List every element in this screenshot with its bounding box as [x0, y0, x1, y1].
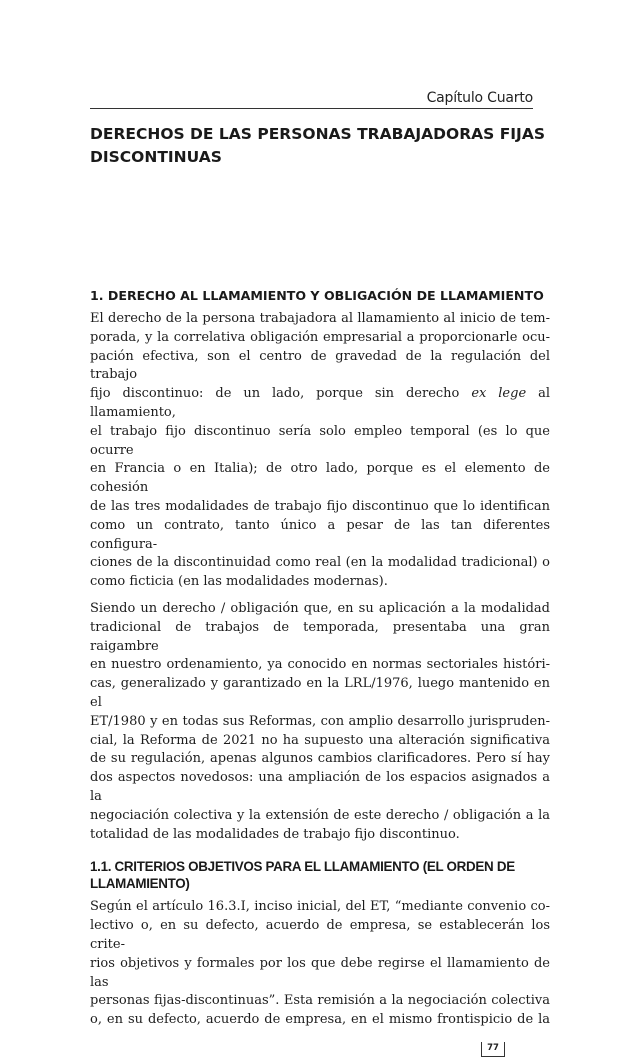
text-line: totalidad de las modalidades de trabajo fijo discontinuo. [90, 826, 460, 842]
running-head-text: Capítulo Cuarto [426, 90, 533, 106]
text-line: personas fijas-discontinuas”. Esta remisión a la negociación colectiva [90, 993, 550, 1009]
paragraph-3 [90, 898, 550, 1030]
text-line: de su regulación, apenas algunos cambios clarificadores. Pero sí hay [90, 751, 550, 767]
text-line: porada, y la correlativa obligación empresarial a proporcionarle ocu- [90, 329, 550, 345]
text-line: cial, la Reforma de 2021 no ha supuesto una alteración significativa [90, 732, 550, 748]
text-line: lectivo o, en su defecto, acuerdo de empresa, se establecerán los crite- [90, 918, 550, 952]
section-heading-1-1: 1.1. CRITERIOS OBJETIVOS PARA EL LLAMAMIENTO (EL ORDEN DE LLAMAMIENTO) [90, 859, 515, 892]
text-line: de las tres modalidades de trabajo fijo discontinuo que lo identifican [90, 498, 550, 514]
paragraph-1 [90, 310, 550, 592]
text-run: al llamamiento, [90, 386, 551, 420]
text-line: en nuestro ordenamiento, ya conocido en normas sectoriales históri- [90, 657, 550, 673]
text-line: dos aspectos novedosos: una ampliación de los espacios asignados a la [90, 770, 550, 804]
text-run: fijo discontinuo: de un lado, porque sin derecho [90, 386, 472, 402]
chapter-title-line: DERECHOS DE LAS PERSONAS TRABAJADORAS FIJAS [90, 125, 545, 143]
text-line: rios objetivos y formales por los que debe regirse el llamamiento de las [90, 955, 550, 990]
text-column [90, 88, 550, 1058]
text-line: como ficticia (en las modalidades modernas). [90, 574, 388, 590]
italic-term: ex lege [471, 386, 527, 402]
running-head [90, 88, 533, 109]
paragraph-2 [90, 600, 550, 844]
text-line: Según el artículo 16.3.I, inciso inicial, del ET, “mediante convenio co- [90, 899, 550, 915]
text-line: El derecho de la persona trabajadora al llamamiento al inicio de tem- [90, 311, 550, 326]
text-line: negociación colectiva y la extensión de este derecho / obligación a la [90, 807, 550, 823]
text-line: como un contrato, tanto único a pesar de las tan diferentes configura- [90, 517, 550, 552]
text-line: Siendo un derecho / obligación que, en su aplicación a la modalidad [90, 600, 550, 616]
folio-row [90, 1042, 505, 1058]
text-line: pación efectiva, son el centro de gravedad de la regulación del trabajo [90, 348, 550, 383]
text-line: ET/1980 y en todas sus Reformas, con amplio desarrollo jurispruden- [90, 713, 550, 729]
chapter-title [90, 123, 550, 169]
text-line: o, en su defecto, acuerdo de empresa, en el mismo frontispicio de la [90, 1012, 550, 1028]
page-number: 77 [481, 1042, 505, 1057]
text-line: el trabajo fijo discontinuo sería solo empleo temporal (es lo que ocurre [90, 423, 550, 458]
text-line [90, 385, 550, 423]
text-line: cas, generalizado y garantizado en la LRL/1976, luego mantenido en el [90, 676, 550, 710]
chapter-title-line: DISCONTINUAS [90, 148, 222, 166]
text-line: en Francia o en Italia); de otro lado, porque es el elemento de cohesión [90, 461, 550, 496]
text-line: ciones de la discontinuidad como real (en la modalidad tradicional) o [90, 555, 550, 571]
section-heading-1: 1. DERECHO AL LLAMAMIENTO Y OBLIGACIÓN DE LLAMAMIENTO [90, 288, 544, 303]
text-line: tradicional de trabajos de temporada, presentaba una gran raigambre [90, 619, 550, 654]
